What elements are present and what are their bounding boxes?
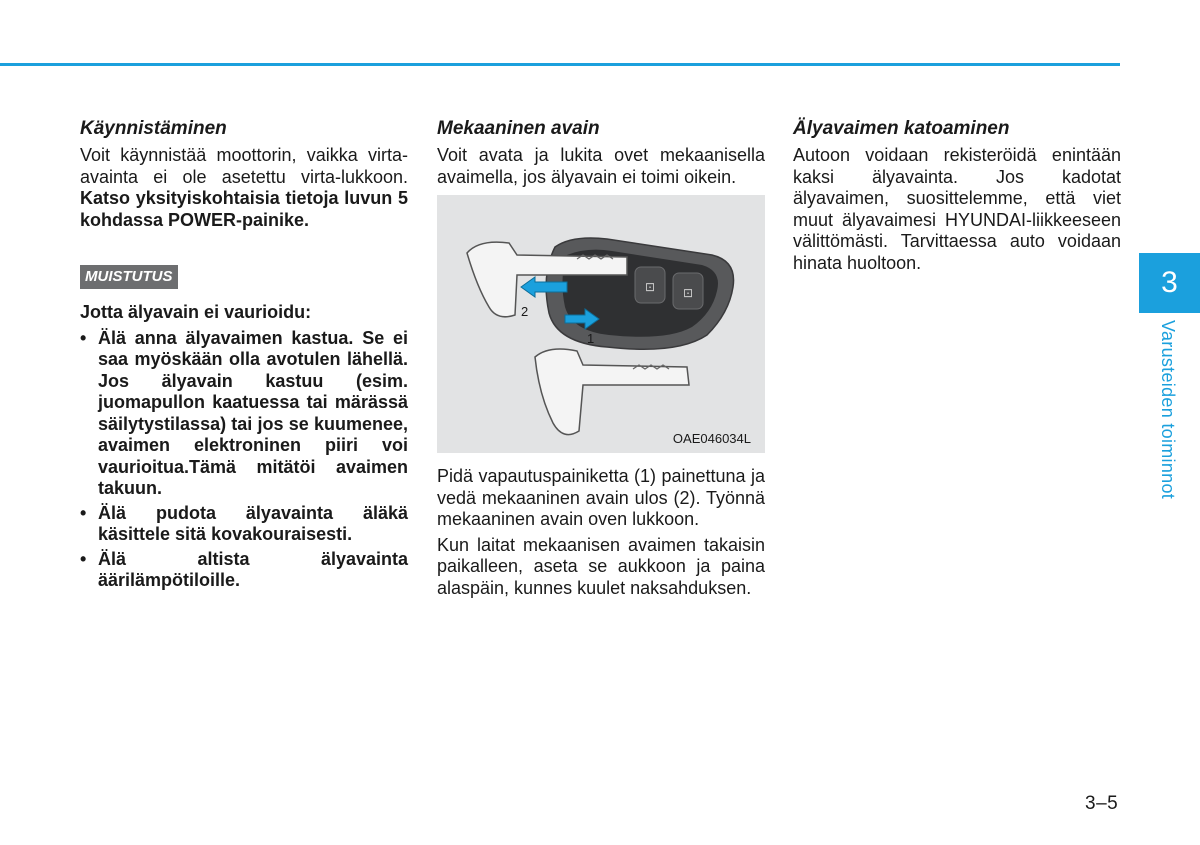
note-item: • Älä pudota älyavainta äläkä käsittele sitä kovakouraisesti. — [80, 502, 408, 544]
svg-text:⊡: ⊡ — [683, 286, 694, 300]
mechanical-key-lower — [535, 349, 689, 435]
lost-key-text: Autoon voidaan rekisteröidä enintään kaksi älyavainta. Jos kadotat älyavaimen, suosittelemme, että viet muut älyavaimesi HYUNDAI-liikkeeseen välittömästi. Tarvittaessa auto voidaan hinata huoltoon. — [793, 145, 1121, 273]
starting-text: Voit käynnistää moottorin, vaikka virta-avainta ei ole asetettu virta-lukkoon. Katso yksityiskohtaisia tietoja luvun 5 kohdassa POWER-painike. — [80, 145, 408, 230]
heading-mechanical-key: Mekaaninen avain — [437, 118, 600, 139]
bullet: • — [80, 327, 87, 348]
mechanical-para-1: Pidä vapautuspainiketta (1) painettuna ja vedä mekaaninen avain ulos (2). Työnnä mekaaninen avain oven lukkoon. — [437, 466, 765, 529]
smart-key-drawing — [437, 195, 765, 453]
figure-label-2: 2 — [521, 304, 529, 319]
bullet: • — [80, 548, 87, 569]
note-item: • Älä altista älyavainta äärilämpötiloille. — [80, 548, 408, 590]
smart-key-illustration — [437, 195, 765, 453]
header-rule — [0, 63, 1120, 66]
figure-code: OAE046034L — [672, 430, 751, 446]
chapter-title: Varusteiden toiminnot — [1158, 320, 1178, 500]
note-intro: Jotta älyavain ei vaurioidu: — [80, 302, 312, 322]
heading-starting: Käynnistäminen — [80, 118, 227, 139]
column-right — [793, 117, 1121, 274]
column-left — [80, 117, 408, 595]
figure-label-1: 1 — [587, 331, 595, 346]
note-item: • Älä anna älyavaimen kastua. Se ei saa myöskään olla avotulen lähellä. Jos älyavain kastuu (esim. juomapullon kaatuessa tai märässä säilytystilassa) tai jos se kuumenee, avaimen elektroninen piiri voi vaurioitua.Tämä mitätöi avaimen takuun. — [80, 327, 408, 498]
chapter-tab: 3 — [1139, 253, 1200, 313]
heading-lost-key: Älyavaimen katoaminen — [793, 118, 1010, 139]
mechanical-para-2: Kun laitat mekaanisen avaimen takaisin paikalleen, aseta se aukkoon ja paina alaspäin, kunnes kuulet naksahduksen. — [437, 534, 765, 598]
note-label: MUISTUTUS — [80, 265, 178, 289]
mechanical-intro: Voit avata ja lukita ovet mekaanisella avaimella, jos älyavain ei toimi oikein. — [437, 145, 765, 187]
bullet: • — [80, 502, 87, 523]
svg-text:⊡: ⊡ — [645, 280, 656, 294]
page-number: 3–5 — [1085, 793, 1119, 814]
note-list — [80, 328, 408, 592]
column-middle — [437, 117, 765, 599]
